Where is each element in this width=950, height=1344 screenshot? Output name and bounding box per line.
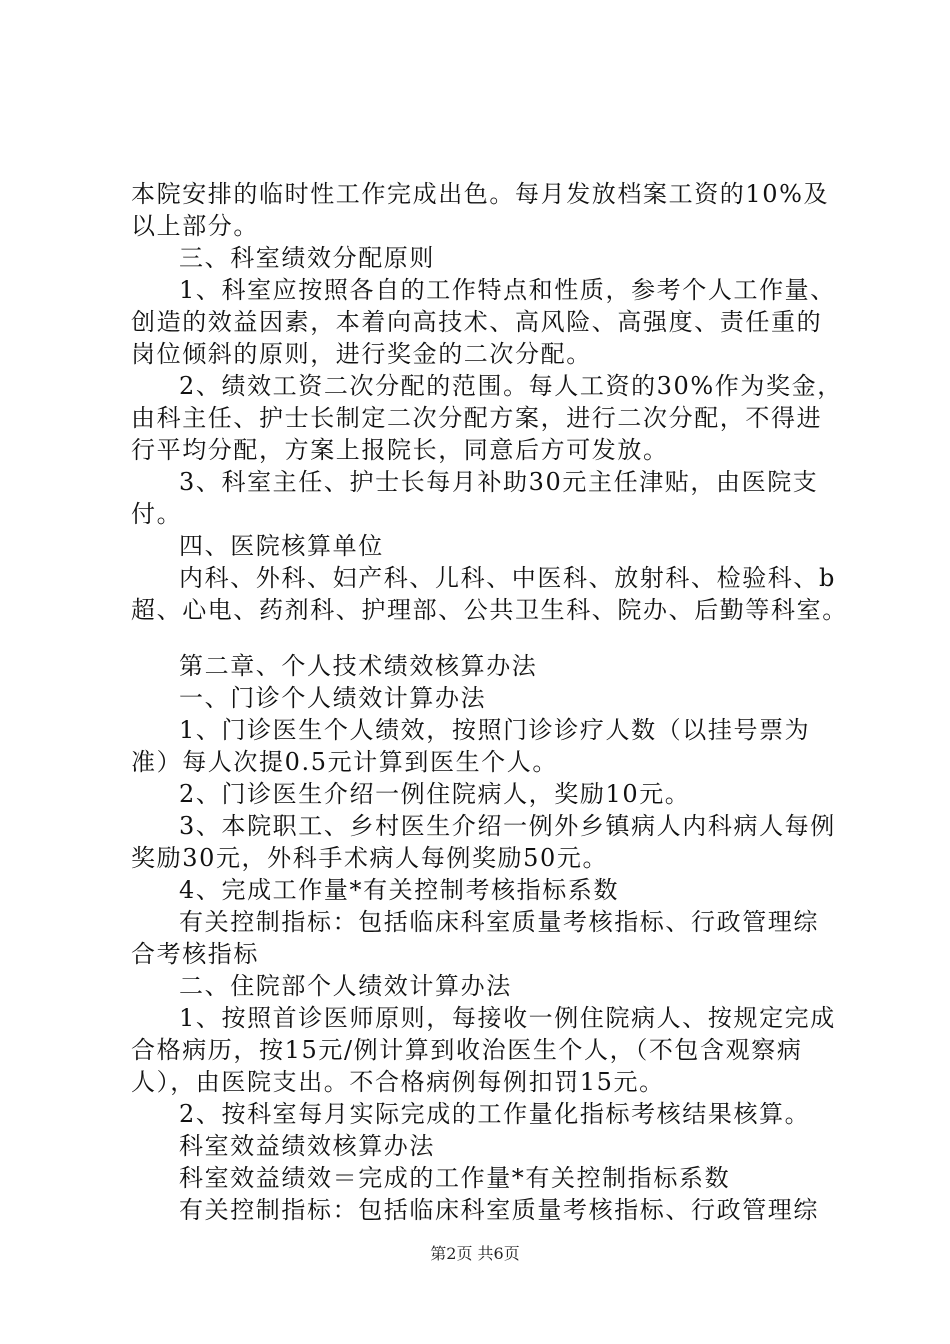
body-line: 由科主任、护士长制定二次分配方案，进行二次分配，不得进 — [131, 404, 823, 432]
body-line: 1、科室应按照各自的工作特点和性质，参考个人工作量、 — [179, 276, 836, 304]
section-heading: 三、科室绩效分配原则 — [179, 244, 435, 272]
body-line: 以上部分。 — [131, 212, 259, 240]
body-line: 科室效益绩效核算办法 — [179, 1132, 435, 1160]
body-line: 科室效益绩效＝完成的工作量*有关控制指标系数 — [179, 1164, 731, 1192]
body-line: 合格病历，按15元/例计算到收治医生个人，（不包含观察病 — [131, 1036, 803, 1064]
body-line: 3、本院职工、乡村医生介绍一例外乡镇病人内科病人每例 — [179, 812, 836, 840]
body-line: 3、科室主任、护士长每月补助30元主任津贴，由医院支 — [179, 468, 819, 496]
body-line: 奖励30元，外科手术病人每例奖励50元。 — [131, 844, 609, 872]
body-line: 行平均分配，方案上报院长，同意后方可发放。 — [131, 436, 669, 464]
body-line: 4、完成工作量*有关控制考核指标系数 — [179, 876, 620, 904]
body-line: 岗位倾斜的原则，进行奖金的二次分配。 — [131, 340, 592, 368]
body-line: 2、绩效工资二次分配的范围。每人工资的30%作为奖金， — [179, 372, 843, 400]
chapter-heading: 第二章、个人技术绩效核算办法 — [179, 652, 538, 680]
body-line: 人），由医院支出。不合格病例每例扣罚15元。 — [131, 1068, 665, 1096]
body-line: 超、心电、药剂科、护理部、公共卫生科、院办、后勤等科室。 — [131, 596, 848, 624]
body-line: 准）每人次提0.5元计算到医生个人。 — [131, 748, 558, 776]
body-line: 1、门诊医生个人绩效，按照门诊诊疗人数（以挂号票为 — [179, 716, 811, 744]
body-line: 2、按科室每月实际完成的工作量化指标考核结果核算。 — [179, 1100, 811, 1128]
page-number-footer: 第2页 共6页 — [430, 1244, 520, 1263]
body-line: 创造的效益因素，本着向高技术、高风险、高强度、责任重的 — [131, 308, 823, 336]
body-line: 有关控制指标：包括临床科室质量考核指标、行政管理综 — [179, 1196, 819, 1224]
body-line: 有关控制指标：包括临床科室质量考核指标、行政管理综 — [179, 908, 819, 936]
body-line: 付。 — [131, 500, 183, 528]
section-heading: 一、门诊个人绩效计算办法 — [179, 684, 487, 712]
body-line: 本院安排的临时性工作完成出色。每月发放档案工资的10%及 — [131, 180, 830, 208]
body-line: 合考核指标 — [131, 940, 259, 968]
body-line: 内科、外科、妇产科、儿科、中医科、放射科、检验科、b — [179, 564, 836, 592]
body-line: 2、门诊医生介绍一例住院病人，奖励10元。 — [179, 780, 691, 808]
section-heading: 四、医院核算单位 — [179, 532, 384, 560]
section-heading: 二、住院部个人绩效计算办法 — [179, 972, 512, 1000]
body-line: 1、按照首诊医师原则，每接收一例住院病人、按规定完成 — [179, 1004, 836, 1032]
